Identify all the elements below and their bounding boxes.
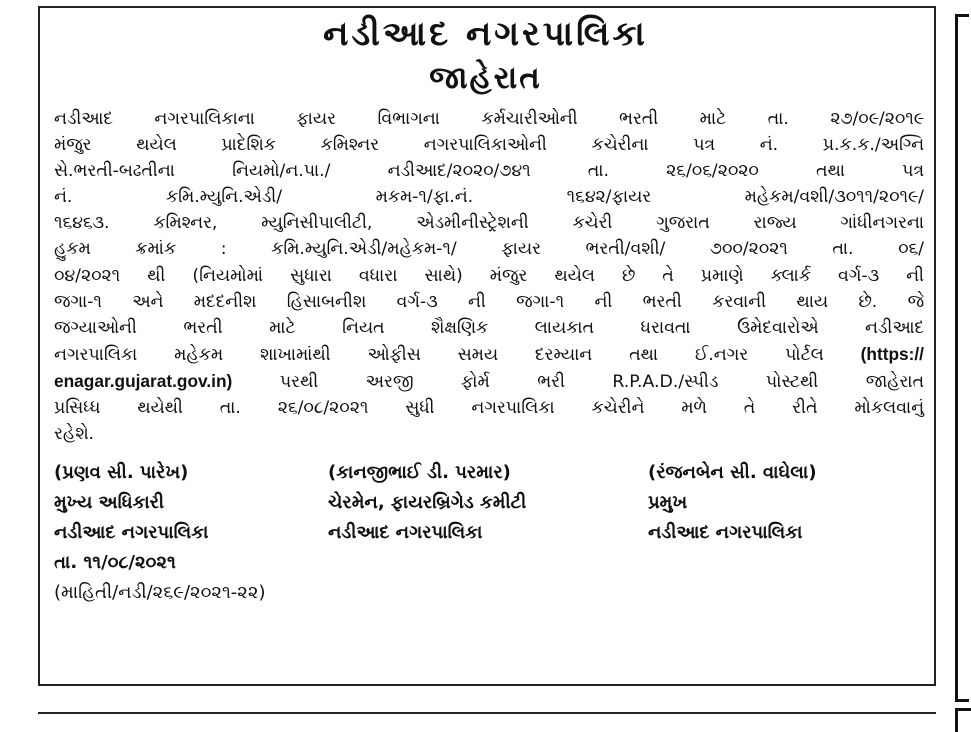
body-line-13: રહેશે. (54, 424, 95, 445)
body-line-4: નં. કમિ.મ્યુનિ.એડી/ મકમ-૧/ફા.નં. ૧૬૪૨/ફાયર મહેકમ/વશી/૩૦૧૧/૨૦૧૯/ (54, 187, 924, 208)
body-line-9: જગ્યાઓની ભરતી માટે નિયત શૈક્ષણિક લાયકાત ધરાવતા ઉમેદવારોએ નડીઆદ (54, 317, 924, 338)
notice-title: નડીઆદ નગરપાલિકા (323, 14, 648, 54)
signatory-2-designation: ચેરમેન, ફાયરબ્રિગેડ કમીટી (328, 492, 527, 513)
body-line-12: પ્રસિધ્ધ થયેથી તા. ૨૬/૦૮/૨૦૨૧ સુધી નગરપાલિકા કચેરીને મળે તે રીતે મોકલવાનું (54, 398, 924, 419)
bottom-rule (38, 712, 936, 714)
signatory-3-name: (રંજનબેન સી. વાઘેલા) (648, 462, 817, 483)
adjacent-ad-border-bottom (955, 708, 971, 732)
body-line-8: જગા-૧ અને મદદનીશ હિસાબનીશ વર્ગ-૩ ની જગા-૧ ની ભરતી કરવાની થાય છે. જે (54, 291, 924, 312)
signatory-1-name: (પ્રણવ સી. પારેખ) (54, 462, 189, 483)
body-line-3: સે.ભરતી-બઢતીના નિયમો/ન.પા./ નડીઆદ/૨૦૨૦/૭૪૧ તા. ૨૬/૦૬/૨૦૨૦ તથા પત્ર (54, 161, 924, 182)
body-line-7: ૦૪/૨૦૨૧ થી (નિયમોમાં સુધારા વધારા સાથે) મંજુર થયેલ છે તે પ્રમાણે ક્લાર્ક વર્ગ-૩ ની (54, 265, 924, 286)
body-line-6: હુકમ ક્રમાંક : કમિ.મ્યુનિ.એડી/મહેકમ-૧/ ફાયર ભરતી/વશી/ ૭૦૦/૨૦૨૧ તા. ૦૬/ (54, 239, 924, 260)
body-line-11 (54, 368, 924, 395)
portal-url-end: enagar.gujarat.gov.in) (54, 370, 233, 391)
signatory-2-name: (કાનજીભાઈ ડી. પરમાર) (328, 462, 511, 483)
portal-url-start: (https:// (860, 343, 924, 364)
body-line-2: મંજુર થયેલ પ્રાદેશિક કમિશ્નર નગરપાલિકાઓની કચેરીના પત્ર નં. પ્ર.ક.ક./અગ્નિ (54, 135, 924, 156)
notice-date: તા. ૧૧/૦૮/૨૦૨૧ (54, 552, 176, 573)
signatory-3-designation: પ્રમુખ (648, 492, 688, 513)
body-line-5: ૧૬૪૬૩. કમિશ્નર, મ્યુનિસીપાલીટી, એડમીનીસ્ટ્રેશની કચેરી ગુજરાત રાજ્ય ગાંધીનગરના (54, 213, 924, 234)
body-line-10-text: નગરપાલિકા મહેકમ શાખામાંથી ઓફીસ સમય દરમ્યાન તથા ઈ.નગર પોર્ટલ (54, 344, 824, 365)
signatory-2-office: નડીઆદ નગરપાલિકા (328, 522, 483, 543)
signatory-3-office: નડીઆદ નગરપાલિકા (648, 522, 803, 543)
signatory-1-designation: મુખ્ય અધિકારી (54, 492, 165, 513)
body-line-10 (54, 341, 924, 368)
notice-reference: (માહિતી/નડી/૨૬૯/૨૦૨૧-૨૨) (54, 582, 266, 603)
body-line-1: નડીઆદ નગરપાલિકાના ફાયર વિભાગના કર્મચારીઓની ભરતી માટે તા. ૨૭/૦૯/૨૦૧૯ (54, 109, 924, 129)
signatory-1-office: નડીઆદ નગરપાલિકા (54, 522, 209, 543)
adjacent-ad-border (955, 14, 969, 702)
notice-body (54, 106, 924, 447)
body-line-11-text: પરથી અરજી ફોર્મ ભરી R.P.A.D./સ્પીડ પોસ્ટથી જાહેરાત (279, 371, 924, 392)
notice-subtitle: જાહેરાત (429, 60, 542, 96)
